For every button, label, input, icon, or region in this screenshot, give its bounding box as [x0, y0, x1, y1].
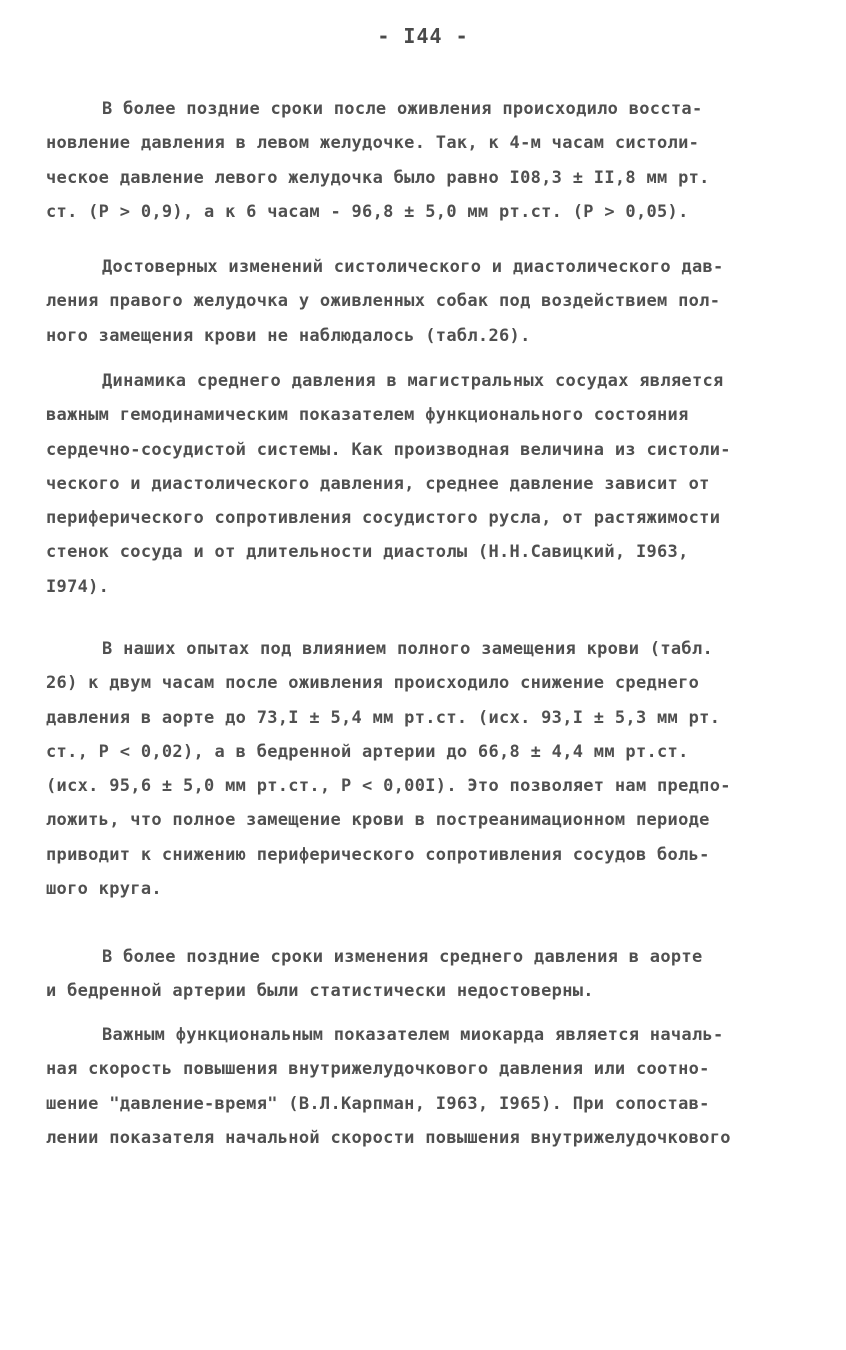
text-line: ческого и диастолического давления, среднее давление зависит от — [46, 473, 710, 494]
text-line: Динамика среднего давления в магистральных сосудах является — [102, 371, 724, 391]
paragraph — [46, 250, 791, 353]
paragraph — [46, 1018, 791, 1155]
text-line: Достоверных изменений систолического и диастолического дав- — [102, 257, 724, 277]
text-line: В более поздние сроки после оживления происходило восста- — [102, 99, 703, 119]
text-line: стенок сосуда и от длительности диастолы (Н.Н.Савицкий, I963, — [46, 542, 689, 563]
text-line: ная скорость повышения внутрижелудочкового давления или соотно- — [46, 1059, 710, 1080]
text-line: шение "давление-время" (В.Л.Карпман, I963, I965). При сопостав- — [46, 1093, 710, 1114]
text-line: приводит к снижению периферического сопротивления сосудов боль- — [46, 844, 710, 865]
paragraph — [46, 364, 791, 604]
text-line: новление давления в левом желудочке. Так, к 4-м часам систоли- — [46, 133, 700, 154]
text-line: ст. (Р > 0,9), а к 6 часам - 96,8 ± 5,0 мм рт.ст. (Р > 0,05). — [46, 201, 689, 222]
text-line: (исх. 95,6 ± 5,0 мм рт.ст., Р < 0,00I). Это позволяет нам предпо- — [46, 776, 731, 797]
text-line: давления в аорте до 73,I ± 5,4 мм рт.ст. (исх. 93,I ± 5,3 мм рт. — [46, 707, 721, 728]
text-line: шого круга. — [46, 879, 162, 900]
text-line: сердечно-сосудистой системы. Как производная величина из систоли- — [46, 439, 731, 460]
text-line: ческое давление левого желудочка было равно I08,3 ± II,8 мм рт. — [46, 167, 710, 188]
text-line: периферического сопротивления сосудистого русла, от растяжимости — [46, 508, 721, 529]
text-line: важным гемодинамическим показателем функционального состояния — [46, 405, 689, 426]
text-line: ления правого желудочка у оживленных собак под воздействием пол- — [46, 291, 721, 312]
text-line: и бедренной артерии были статистически недостоверны. — [46, 981, 594, 1002]
text-line: ст., Р < 0,02), а в бедренной артерии до 66,8 ± 4,4 мм рт.ст. — [46, 741, 689, 762]
paragraph — [46, 940, 791, 1009]
text-line: I974). — [46, 576, 110, 597]
text-line: Важным функциональным показателем миокарда является началь- — [102, 1025, 724, 1045]
text-line: В более поздние сроки изменения среднего давления в аорте — [102, 947, 703, 967]
text-line: 26) к двум часам после оживления происходило снижение среднего — [46, 673, 700, 694]
page-number: - I44 - — [377, 24, 469, 48]
text-line: В наших опытах под влиянием полного замещения крови (табл. — [102, 639, 714, 659]
text-line: ного замещения крови не наблюдалось (табл.26). — [46, 325, 531, 346]
paragraph — [46, 92, 791, 229]
paragraph — [46, 632, 791, 906]
text-line: ложить, что полное замещение крови в постреанимационном периоде — [46, 810, 710, 831]
text-line: лении показателя начальной скорости повышения внутрижелудочкового — [46, 1127, 731, 1148]
